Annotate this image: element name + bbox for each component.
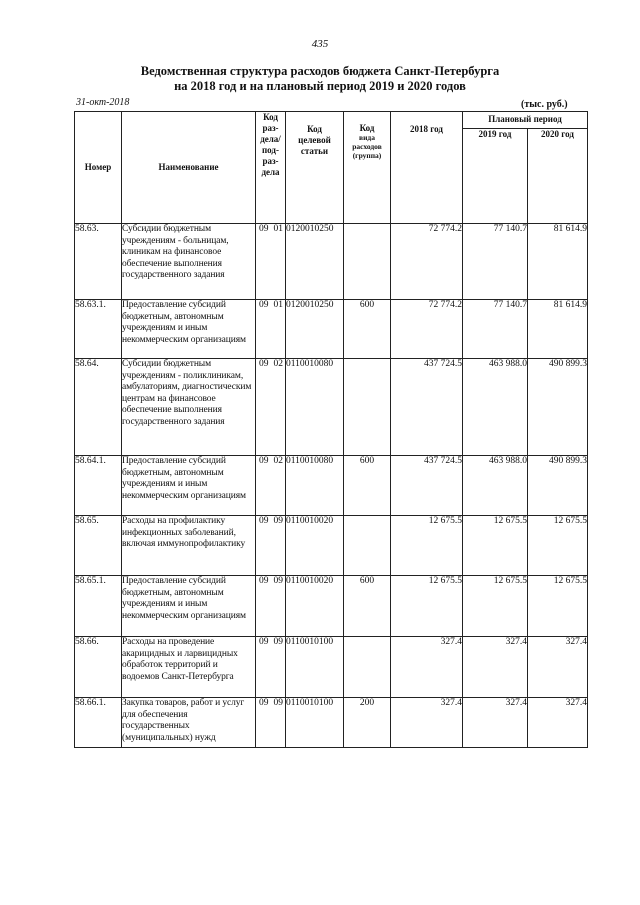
table-row — [75, 456, 588, 516]
row-number: 58.63. — [75, 224, 122, 300]
header-planned-label: Плановый период — [488, 114, 562, 124]
row-value-2018: 437 724.5 — [391, 456, 463, 516]
row-target-code: 0120010250 — [286, 224, 344, 300]
row-number: 58.65.1. — [75, 576, 122, 637]
row-value-2019: 77 140.7 — [463, 224, 528, 300]
row-expense-type: 600 — [344, 576, 391, 637]
row-subsection-code: 09 — [273, 637, 283, 647]
row-target-code: 0120010250 — [286, 300, 344, 359]
row-target-code: 0110010020 — [286, 576, 344, 637]
row-target-code: 0110010080 — [286, 359, 344, 456]
row-value-2019: 12 675.5 — [463, 516, 528, 576]
header-number: Номер — [75, 112, 122, 224]
header-name: Наименование — [122, 112, 256, 224]
header-section-line: раз- — [262, 156, 279, 166]
row-section-code: 09 — [259, 359, 269, 369]
row-section-code: 09 — [259, 576, 269, 586]
header-section-line: раз- — [262, 123, 279, 133]
row-expense-type: 600 — [344, 456, 391, 516]
row-target-code: 0110010080 — [286, 456, 344, 516]
row-value-2018: 437 724.5 — [391, 359, 463, 456]
row-subsection-code: 09 — [273, 576, 283, 586]
row-value-2018: 72 774.2 — [391, 224, 463, 300]
row-value-2018: 72 774.2 — [391, 300, 463, 359]
row-value-2019: 463 988.0 — [463, 359, 528, 456]
header-section-line: дела/ — [260, 134, 281, 144]
row-section — [256, 637, 286, 698]
row-section-code: 09 — [259, 224, 269, 234]
header-target-line: статьи — [300, 146, 329, 156]
budget-table — [74, 111, 588, 748]
row-number: 58.63.1. — [75, 300, 122, 359]
row-expense-type: 600 — [344, 300, 391, 359]
row-section — [256, 359, 286, 456]
document-date: 31-окт-2018 — [76, 97, 130, 108]
row-number: 58.65. — [75, 516, 122, 576]
header-expense-line: (группа) — [352, 151, 382, 160]
table-row — [75, 224, 588, 300]
units-label: (тыс. руб.) — [521, 99, 568, 110]
row-value-2019: 327.4 — [463, 637, 528, 698]
row-value-2020: 490 899.3 — [528, 359, 588, 456]
row-expense-type — [344, 224, 391, 300]
table-row — [75, 637, 588, 698]
header-target-line: целевой — [298, 135, 331, 145]
row-name: Субсидии бюджетным учреждениям - больницам, клиникам на финансовое обеспечение выполнения государственного задания — [122, 224, 256, 300]
row-value-2020: 327.4 — [528, 698, 588, 748]
row-number: 58.64. — [75, 359, 122, 456]
row-section-code: 09 — [259, 300, 269, 310]
header-section-line: дела — [261, 167, 280, 177]
row-value-2020: 81 614.9 — [528, 224, 588, 300]
table-row — [75, 698, 588, 748]
row-value-2018: 327.4 — [391, 637, 463, 698]
row-subsection-code: 02 — [273, 456, 283, 466]
header-expense-line: расходов — [352, 142, 382, 151]
table-row — [75, 300, 588, 359]
title-line-2: на 2018 год и на плановый период 2019 и 2020 годов — [174, 79, 466, 93]
row-expense-type: 200 — [344, 698, 391, 748]
row-value-2019: 12 675.5 — [463, 576, 528, 637]
header-expense-line: вида — [359, 133, 375, 142]
row-section — [256, 576, 286, 637]
row-value-2018: 12 675.5 — [391, 516, 463, 576]
header-section-code — [256, 112, 286, 224]
row-subsection-code: 09 — [273, 516, 283, 526]
row-section-code: 09 — [259, 698, 269, 708]
row-name: Расходы на профилактику инфекционных заболеваний, включая иммунопрофилактику — [122, 516, 256, 576]
header-2020: 2020 год — [528, 129, 588, 224]
row-expense-type — [344, 516, 391, 576]
row-expense-type — [344, 359, 391, 456]
table-row — [75, 516, 588, 576]
row-subsection-code: 09 — [273, 698, 283, 708]
title-line-1: Ведомственная структура расходов бюджета Санкт-Петербурга — [140, 64, 500, 78]
table-row — [75, 576, 588, 637]
row-name: Предоставление субсидий бюджетным, автономным учреждениям и иным некоммерческим организациям — [122, 576, 256, 637]
row-value-2019: 327.4 — [463, 698, 528, 748]
row-value-2018: 327.4 — [391, 698, 463, 748]
row-subsection-code: 01 — [273, 300, 283, 310]
header-row-1 — [75, 112, 588, 129]
row-value-2020: 81 614.9 — [528, 300, 588, 359]
row-value-2019: 77 140.7 — [463, 300, 528, 359]
row-section-code: 09 — [259, 516, 269, 526]
page-number: 435 — [311, 38, 329, 50]
header-target-line: Код — [307, 124, 322, 134]
row-number: 58.66. — [75, 637, 122, 698]
row-section-code: 09 — [259, 456, 269, 466]
row-name: Субсидии бюджетным учреждениям - поликлиникам, амбулаториям, диагностическим центрам на финансовое обеспечение выполнения государственного задания — [122, 359, 256, 456]
row-section — [256, 698, 286, 748]
row-name: Закупка товаров, работ и услуг для обеспечения государственных (муниципальных) нужд — [122, 698, 256, 748]
row-target-code: 0110010100 — [286, 637, 344, 698]
row-section — [256, 224, 286, 300]
row-value-2019: 463 988.0 — [463, 456, 528, 516]
document-title — [0, 64, 640, 94]
row-subsection-code: 01 — [273, 224, 283, 234]
header-2018 — [391, 112, 463, 224]
header-planned-period — [463, 112, 588, 129]
header-expense-line: Код — [359, 123, 375, 133]
row-value-2020: 12 675.5 — [528, 516, 588, 576]
row-value-2020: 490 899.3 — [528, 456, 588, 516]
header-2018-label: 2018 год — [410, 124, 443, 134]
row-subsection-code: 02 — [273, 359, 283, 369]
row-section-code: 09 — [259, 637, 269, 647]
row-number: 58.66.1. — [75, 698, 122, 748]
header-expense-code — [344, 112, 391, 224]
row-value-2020: 12 675.5 — [528, 576, 588, 637]
table-row — [75, 359, 588, 456]
row-value-2020: 327.4 — [528, 637, 588, 698]
header-section-line: под- — [262, 145, 279, 155]
row-name: Предоставление субсидий бюджетным, автономным учреждениям и иным некоммерческим организациям — [122, 300, 256, 359]
row-name: Предоставление субсидий бюджетным, автономным учреждениям и иным некоммерческим организациям — [122, 456, 256, 516]
header-section-line: Код — [263, 112, 278, 122]
row-number: 58.64.1. — [75, 456, 122, 516]
row-section — [256, 300, 286, 359]
row-expense-type — [344, 637, 391, 698]
row-target-code: 0110010100 — [286, 698, 344, 748]
row-section — [256, 516, 286, 576]
row-section — [256, 456, 286, 516]
header-target-code — [286, 112, 344, 224]
header-2019: 2019 год — [463, 129, 528, 224]
row-name: Расходы на проведение акарицидных и ларвицидных обработок территорий и водоемов Санкт-Петербурга — [122, 637, 256, 698]
row-target-code: 0110010020 — [286, 516, 344, 576]
row-value-2018: 12 675.5 — [391, 576, 463, 637]
